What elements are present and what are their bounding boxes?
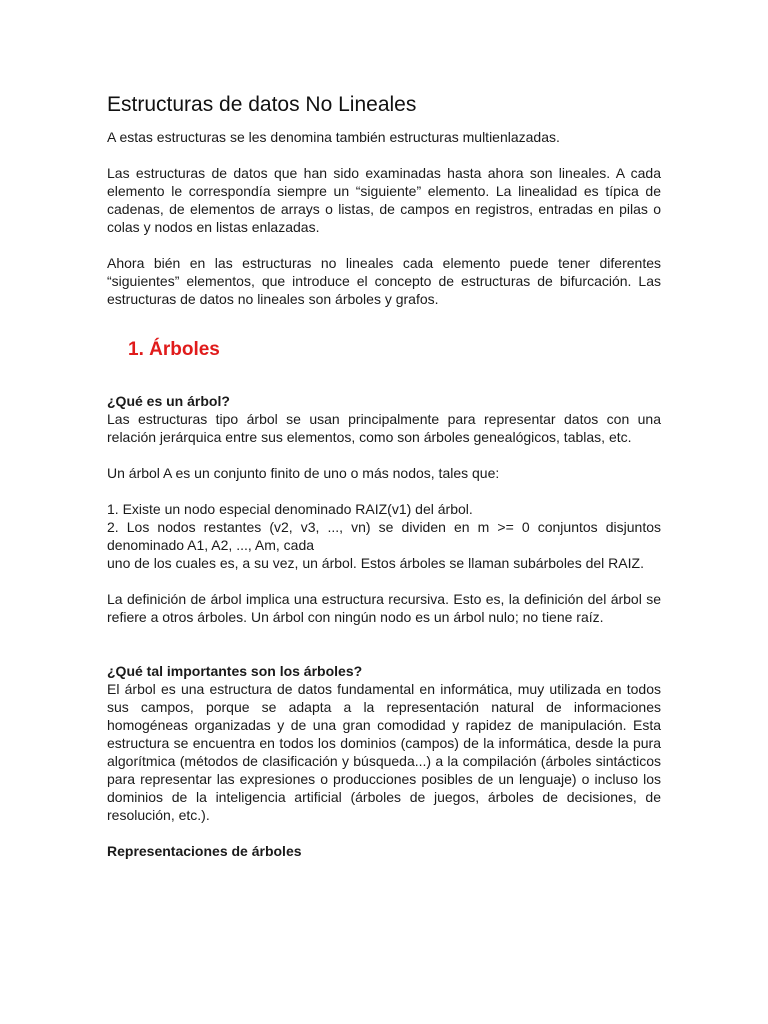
intro-paragraph: A estas estructuras se les denomina también estructuras multienlazadas. [107, 129, 560, 145]
question-heading-que-es: ¿Qué es un árbol? [107, 393, 230, 409]
recursive-paragraph: La definición de árbol implica una estructura recursiva. Esto es, la definición del árbol se refiere a otros árboles. Un árbol con ningún nodo es un árbol nulo; no tiene raíz. [107, 591, 661, 625]
importance-paragraph: El árbol es una estructura de datos fundamental en informática, muy utilizada en todos sus campos, porque se adapta a la representación natural de informaciones homogéneas organizadas y de una gran comodidad y rapidez de manipulación. Esta estructura se encuentra en todos los dominios (campos) de la informática, desde la pura algorítmica (métodos de clasificación y búsqueda...) a la compilación (árboles sintácticos para representar las expresiones o producciones posibles de un lenguaje) o incluso los dominios de la inteligencia artificial (árboles de juegos, árboles de decisiones, de resolución, etc.). [107, 681, 661, 823]
question-heading-importancia: ¿Qué tal importantes son los árboles? [107, 663, 363, 679]
nonlinear-paragraph: Ahora bién en las estructuras no lineales cada elemento puede tener diferentes “siguientes” elementos, que introduce el concepto de estructuras de bifurcación. Las estructuras de datos no lineales son árboles y grafos. [107, 255, 661, 307]
page-title: Estructuras de datos No Lineales [107, 93, 417, 116]
section-heading-arboles: 1. Árboles [128, 339, 220, 360]
question-heading-representaciones: Representaciones de árboles [107, 843, 302, 859]
list-item-1: 1. Existe un nodo especial denominado RAIZ(v1) del árbol. [107, 501, 473, 517]
arbol-set-intro: Un árbol A es un conjunto finito de uno o más nodos, tales que: [107, 465, 500, 481]
list-item-2: 2. Los nodos restantes (v2, v3, ..., vn) se dividen en m >= 0 conjuntos disjuntos denominado A1, A2, ..., Am, cada [107, 519, 661, 553]
arbol-definition-paragraph: Las estructuras tipo árbol se usan principalmente para representar datos con una relación jerárquica entre sus elementos, como son árboles genealógicos, tablas, etc. [107, 411, 661, 445]
list-item-2-continuation: uno de los cuales es, a su vez, un árbol. Estos árboles se llaman subárboles del RAIZ. [107, 555, 644, 571]
document-page [107, 92, 661, 860]
lineal-paragraph: Las estructuras de datos que han sido examinadas hasta ahora son lineales. A cada elemento le correspondía siempre un “siguiente” elemento. La linealidad es típica de cadenas, de elementos de arrays o listas, de campos en registros, entradas en pilas o colas y nodos en listas enlazadas. [107, 165, 661, 235]
